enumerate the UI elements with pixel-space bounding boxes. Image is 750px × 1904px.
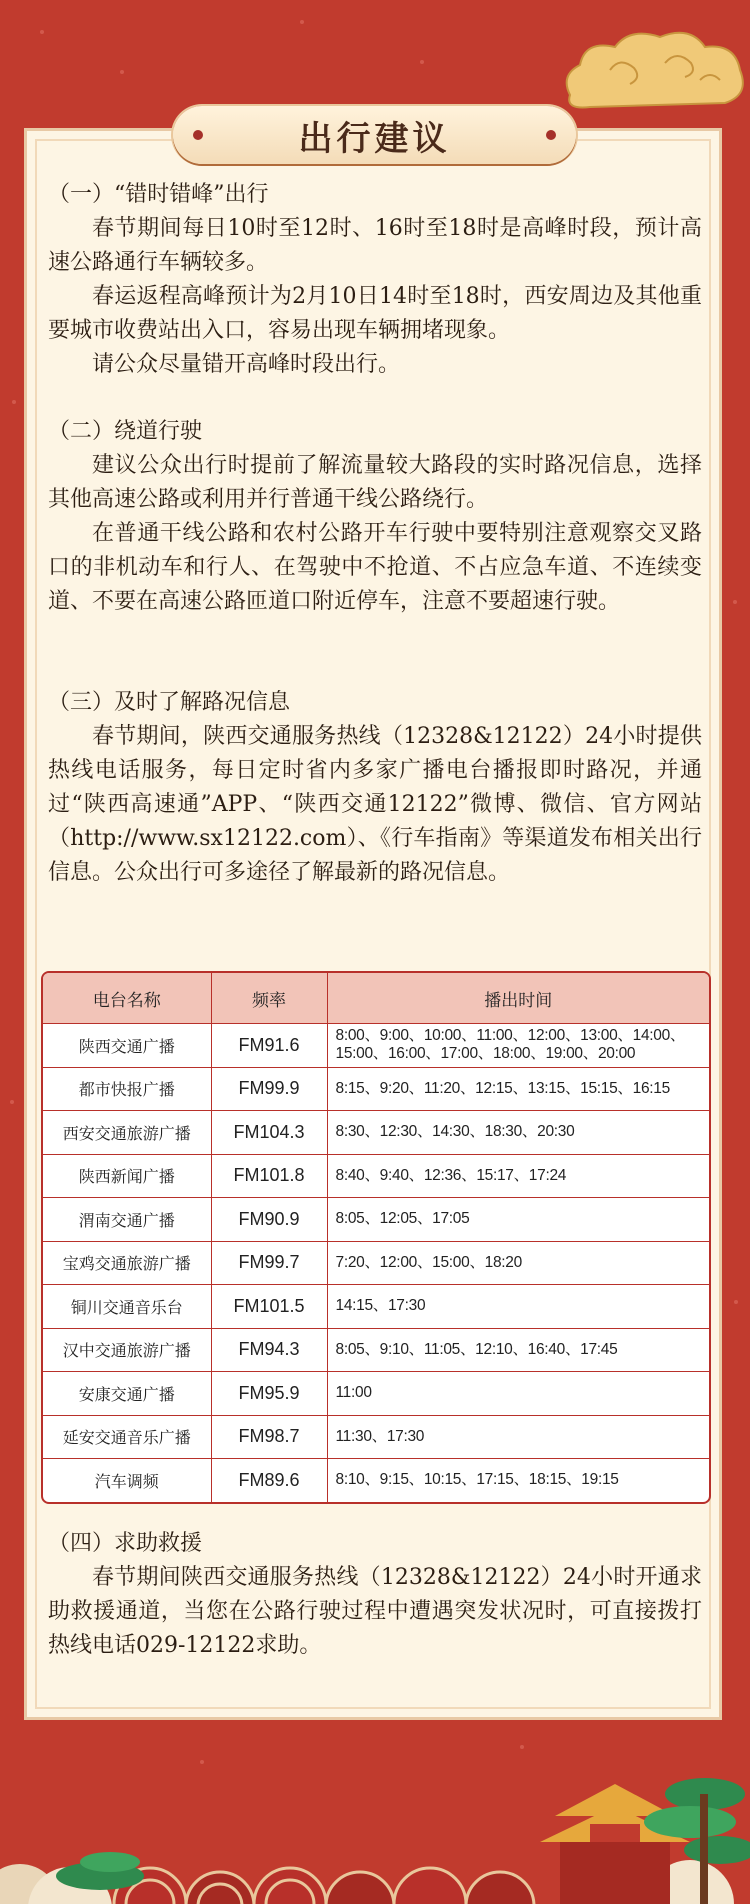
table-row xyxy=(43,1241,709,1285)
table-row xyxy=(43,1328,709,1372)
table-row xyxy=(43,1198,709,1242)
broadcast-times: 8:00、9:00、10:00、11:00、12:00、13:00、14:00、15:00、16:00、17:00、18:00、19:00、20:00 xyxy=(327,1024,709,1068)
section-heading: （二）绕道行驶 xyxy=(48,419,203,444)
frequency: FM101.8 xyxy=(211,1154,327,1198)
frequency: FM89.6 xyxy=(211,1459,327,1502)
frequency: FM90.9 xyxy=(211,1198,327,1242)
frequency: FM99.9 xyxy=(211,1067,327,1111)
broadcast-times: 14:15、17:30 xyxy=(327,1285,709,1329)
station-name: 陕西新闻广播 xyxy=(43,1154,211,1198)
broadcast-times: 8:40、9:40、12:36、15:17、17:24 xyxy=(327,1154,709,1198)
station-name: 汽车调频 xyxy=(43,1459,211,1502)
broadcast-times: 11:30、17:30 xyxy=(327,1415,709,1459)
section-paragraph: 春节期间陕西交通服务热线（12328&12122）24小时开通求助救援通道，当您在公路行驶过程中遭遇突发状况时，可直接拨打热线电话029-12122求助。 xyxy=(48,1565,702,1658)
column-header: 电台名称 xyxy=(43,973,211,1024)
page-title: 出行建议 xyxy=(298,118,451,159)
station-name: 陕西交通广播 xyxy=(43,1024,211,1068)
column-header: 播出时间 xyxy=(327,973,709,1024)
table-row xyxy=(43,1285,709,1329)
section-paragraph: 春运返程高峰预计为2月10日14时至18时，西安周边及其他重要城市收费站出入口，容易出现车辆拥堵现象。 xyxy=(48,284,702,343)
frequency: FM98.7 xyxy=(211,1415,327,1459)
pavilion-icon xyxy=(540,1784,690,1904)
station-name: 渭南交通广播 xyxy=(43,1198,211,1242)
table-header-row xyxy=(43,973,709,1024)
title-dot-left xyxy=(193,130,203,140)
frequency: FM94.3 xyxy=(211,1328,327,1372)
column-header: 频率 xyxy=(211,973,327,1024)
station-name: 铜川交通音乐台 xyxy=(43,1285,211,1329)
station-name: 宝鸡交通旅游广播 xyxy=(43,1241,211,1285)
section-heading: （四）求助救援 xyxy=(48,1531,203,1556)
section-paragraph: 在普通干线公路和农村公路开车行驶中要特别注意观察交叉路口的非机动车和行人、在驾驶中不抢道、不占应急车道、不连续变道、不要在高速公路匝道口附近停车，注意不要超速行驶。 xyxy=(48,521,702,614)
section-detour xyxy=(48,415,702,619)
broadcast-times: 8:30、12:30、14:30、18:30、20:30 xyxy=(327,1111,709,1155)
station-name: 都市快报广播 xyxy=(43,1067,211,1111)
table-row xyxy=(43,1372,709,1416)
section-rescue xyxy=(48,1527,702,1663)
broadcast-times: 8:05、12:05、17:05 xyxy=(327,1198,709,1242)
table-row xyxy=(43,1067,709,1111)
broadcast-times: 8:15、9:20、11:20、12:15、13:15、15:15、16:15 xyxy=(327,1067,709,1111)
broadcast-times: 7:20、12:00、15:00、18:20 xyxy=(327,1241,709,1285)
frequency: FM95.9 xyxy=(211,1372,327,1416)
title-dot-right xyxy=(546,130,556,140)
section-staggered-travel xyxy=(48,178,702,382)
frequency: FM99.7 xyxy=(211,1241,327,1285)
station-name: 延安交通音乐广播 xyxy=(43,1415,211,1459)
section-paragraph: 建议公众出行时提前了解流量较大路段的实时路况信息，选择其他高速公路或利用并行普通干线公路绕行。 xyxy=(48,453,702,512)
frequency: FM104.3 xyxy=(211,1111,327,1155)
station-name: 西安交通旅游广播 xyxy=(43,1111,211,1155)
section-paragraph: 春节期间每日10时至12时、16时至18时是高峰时段，预计高速公路通行车辆较多。 xyxy=(48,216,702,275)
table-row xyxy=(43,1415,709,1459)
broadcast-times: 8:10、9:15、10:15、17:15、18:15、19:15 xyxy=(335,1471,619,1489)
frequency: FM91.6 xyxy=(211,1024,327,1068)
table-row xyxy=(43,1024,709,1068)
section-heading: （一）“错时错峰”出行 xyxy=(48,182,269,207)
section-road-info xyxy=(48,686,702,890)
frequency: FM101.5 xyxy=(211,1285,327,1329)
station-name: 汉中交通旅游广播 xyxy=(43,1328,211,1372)
section-heading: （三）及时了解路况信息 xyxy=(48,690,291,715)
footer-decoration xyxy=(0,1754,750,1904)
table-row xyxy=(43,1154,709,1198)
pine-tree-left-icon xyxy=(56,1852,144,1890)
radio-schedule-table xyxy=(41,971,711,1504)
title-badge xyxy=(173,106,576,164)
section-paragraph: 春节期间，陕西交通服务热线（12328&12122）24小时提供热线电话服务，每日定时省内多家广播电台播报即时路况，并通过“陕西高速通”APP、“陕西交通12122”微博、微信、官方网站（http://www.sx12122.com）、《行车指南》等渠道发布相关出行信息。公众出行可多途径了解最新的路况信息。 xyxy=(48,724,702,885)
table-row xyxy=(43,1111,709,1155)
broadcast-times: 11:00 xyxy=(327,1372,709,1416)
section-paragraph: 请公众尽量错开高峰时段出行。 xyxy=(92,352,401,377)
broadcast-times: 8:05、9:10、11:05、12:10、16:40、17:45 xyxy=(327,1328,709,1372)
cloud-decoration-icon xyxy=(550,25,750,125)
table-row xyxy=(43,1459,709,1502)
station-name: 安康交通广播 xyxy=(43,1372,211,1416)
